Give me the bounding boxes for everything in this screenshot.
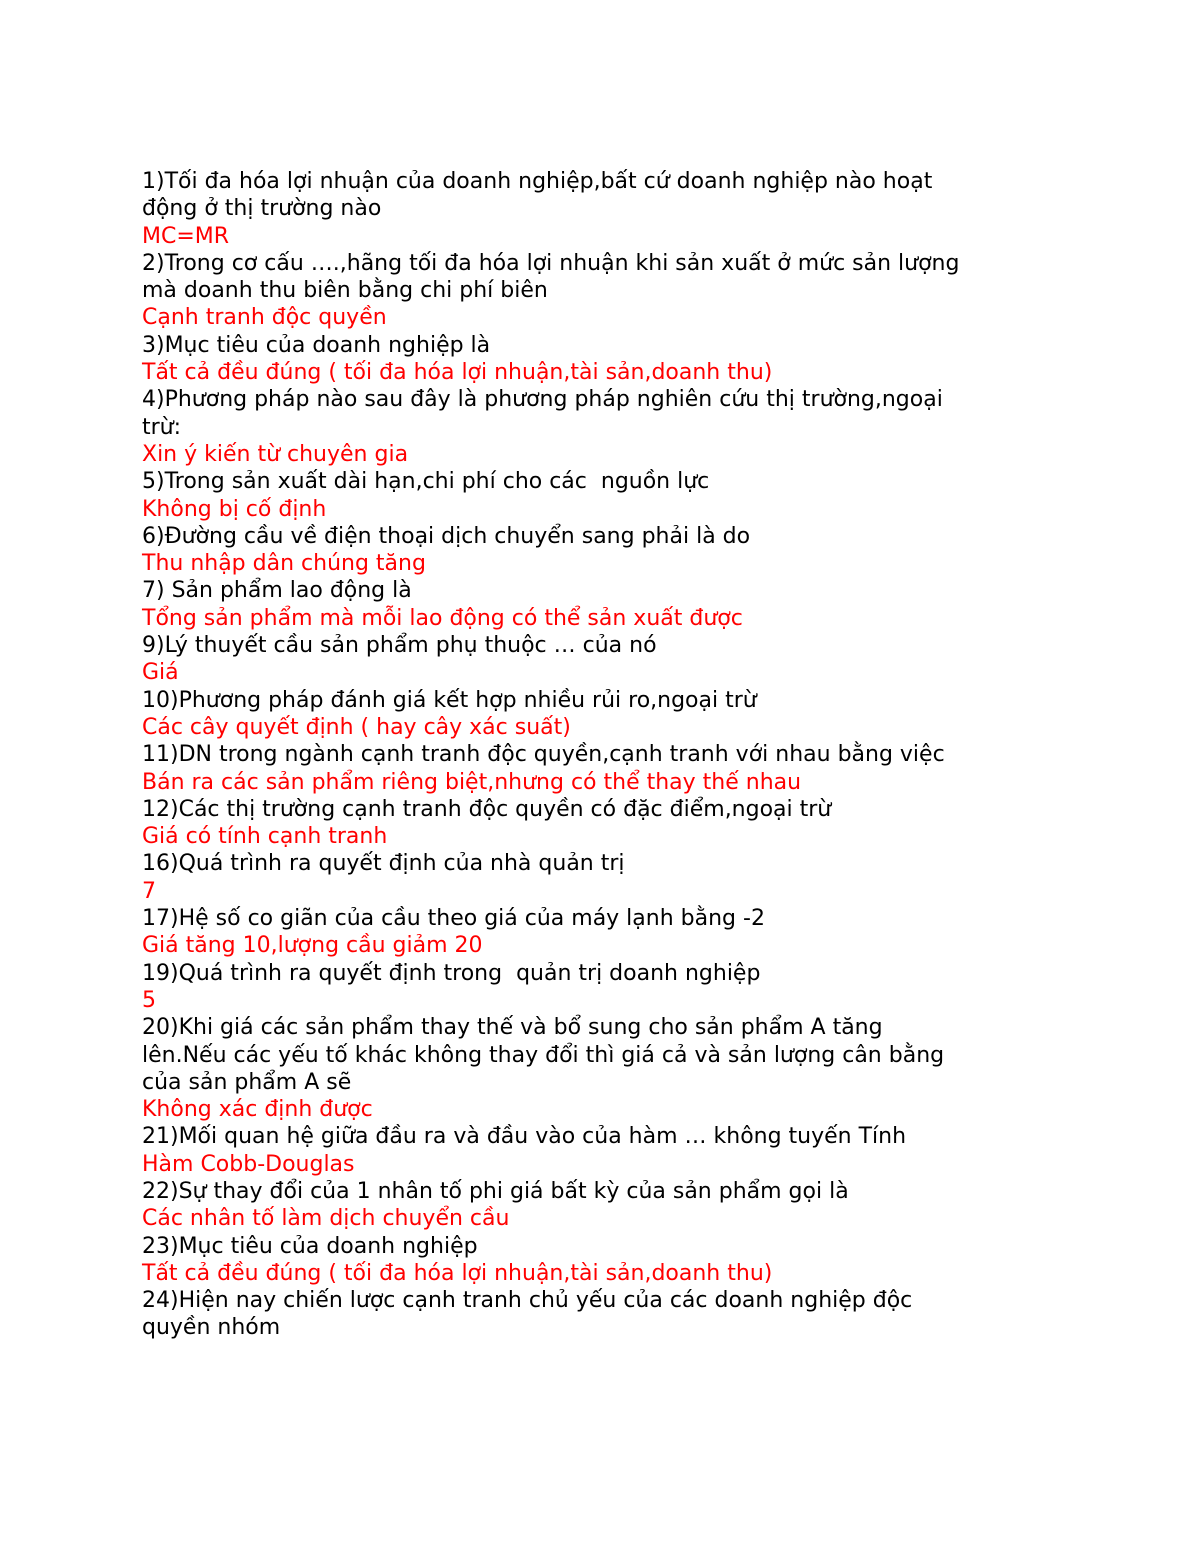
answer-text: Tất cả đều đúng ( tối đa hóa lợi nhuận,tài sản,doanh thu) xyxy=(142,360,773,386)
question-text: 3)Mục tiêu của doanh nghiệp là xyxy=(142,332,491,358)
answer-text: Giá xyxy=(142,660,179,686)
answer-text: Giá có tính cạnh tranh xyxy=(142,824,388,850)
question-text: 21)Mối quan hệ giữa đầu ra và đầu vào của hàm … không tuyến Tính xyxy=(142,1124,907,1150)
question-text: 19)Quá trình ra quyết định trong quản trị doanh nghiệp xyxy=(142,960,761,986)
answer-text: MC=MR xyxy=(142,223,230,249)
question-text: 10)Phương pháp đánh giá kết hợp nhiều rủi ro,ngoại trừ xyxy=(142,687,757,713)
answer-text: Giá tăng 10,lượng cầu giảm 20 xyxy=(142,933,483,959)
answer-text: Không xác định được xyxy=(142,1097,373,1123)
question-text: 20)Khi giá các sản phẩm thay thế và bổ sung cho sản phẩm A tăng lên.Nếu các yếu tố khác không thay đổi thì giá cả và sản lượng cân bằng của sản phẩm A sẽ xyxy=(142,1015,952,1095)
question-text: 1)Tối đa hóa lợi nhuận của doanh nghiệp,bất cứ doanh nghiệp nào hoạt động ở thị trường nào xyxy=(142,169,940,222)
question-text: 24)Hiện nay chiến lược cạnh tranh chủ yếu của các doanh nghiệp độc quyền nhóm xyxy=(142,1288,920,1341)
question-text: 6)Đường cầu về điện thoại dịch chuyển sang phải là do xyxy=(142,523,751,549)
answer-text: Tổng sản phẩm mà mỗi lao động có thể sản xuất được xyxy=(142,605,743,631)
answer-text: Không bị cố định xyxy=(142,496,327,522)
answer-text: Xin ý kiến từ chuyên gia xyxy=(142,441,409,467)
question-text: 12)Các thị trường cạnh tranh độc quyền có đặc điểm,ngoại trừ xyxy=(142,796,832,822)
answer-text: 7 xyxy=(142,878,156,904)
question-text: 16)Quá trình ra quyết định của nhà quản trị xyxy=(142,851,625,877)
answer-text: Hàm Cobb-Douglas xyxy=(142,1151,355,1177)
question-text: 2)Trong cơ cấu ….,hãng tối đa hóa lợi nhuận khi sản xuất ở mức sản lượng mà doanh thu biên bằng chi phí biên xyxy=(142,250,967,304)
question-text: 4)Phương pháp nào sau đây là phương pháp nghiên cứu thị trường,ngoại trừ: xyxy=(142,387,950,440)
question-text: 22)Sự thay đổi của 1 nhân tố phi giá bất kỳ của sản phẩm gọi là xyxy=(142,1178,849,1204)
question-text: 7) Sản phẩm lao động là xyxy=(142,578,412,604)
answer-text: Các cây quyết định ( hay cây xác suất) xyxy=(142,714,571,740)
answer-text: Cạnh tranh độc quyền xyxy=(142,305,387,331)
question-text: 23)Mục tiêu của doanh nghiệp xyxy=(142,1233,478,1259)
answer-text: Tất cả đều đúng ( tối đa hóa lợi nhuận,tài sản,doanh thu) xyxy=(142,1260,773,1286)
answer-text: Bán ra các sản phẩm riêng biệt,nhưng có thể thay thế nhau xyxy=(142,769,802,795)
question-text: 5)Trong sản xuất dài hạn,chi phí cho các nguồn lực xyxy=(142,469,710,495)
question-text: 11)DN trong ngành cạnh tranh độc quyền,cạnh tranh với nhau bằng việc xyxy=(142,742,945,768)
answer-text: Thu nhập dân chúng tăng xyxy=(142,551,426,577)
question-text: 9)Lý thuyết cầu sản phẩm phụ thuộc … của nó xyxy=(142,633,657,659)
question-text: 17)Hệ số co giãn của cầu theo giá của máy lạnh bằng -2 xyxy=(142,906,765,932)
answer-text: Các nhân tố làm dịch chuyển cầu xyxy=(142,1206,510,1232)
answer-text: 5 xyxy=(142,987,156,1013)
document-body xyxy=(142,168,972,1342)
